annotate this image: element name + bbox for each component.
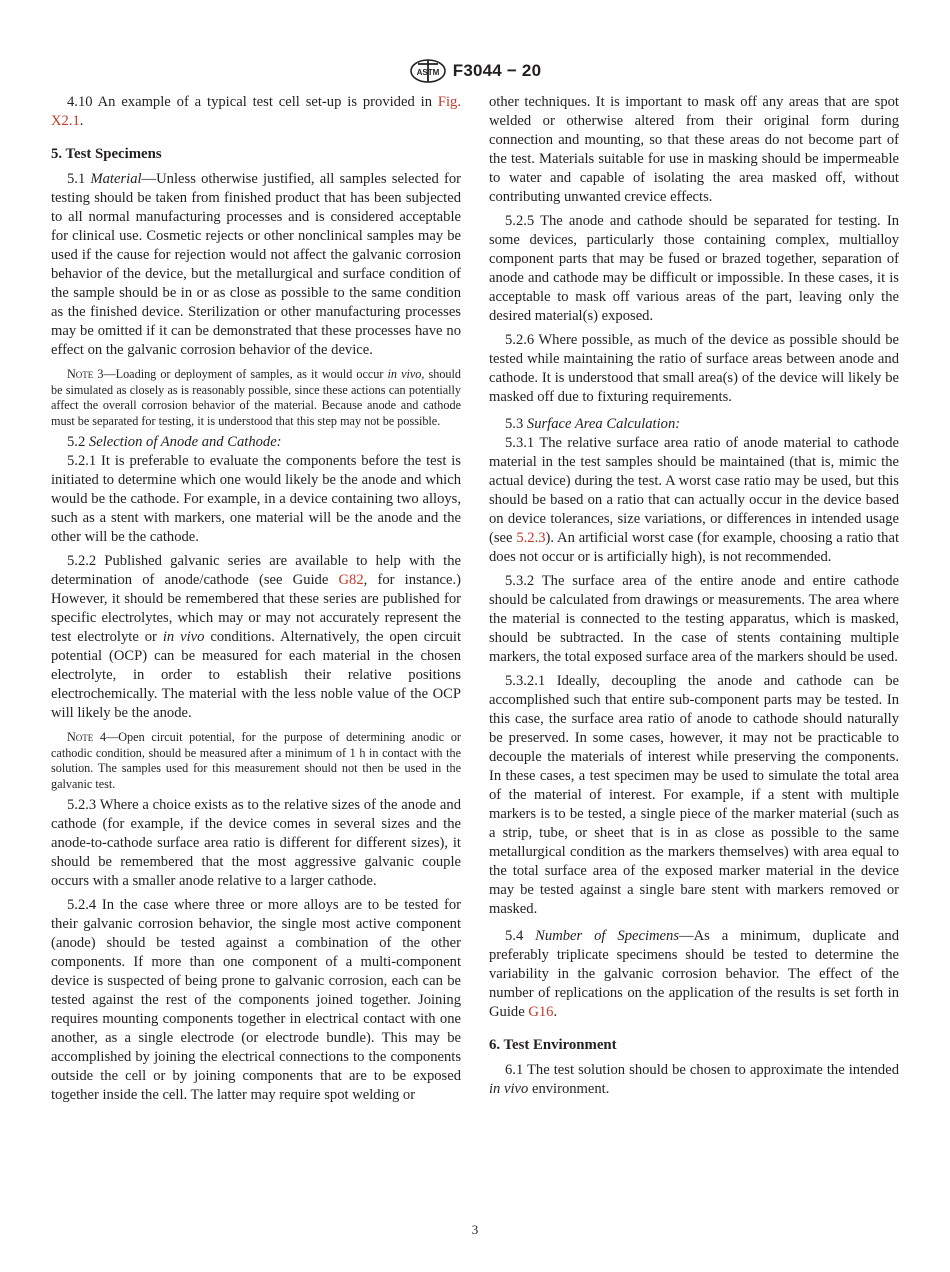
paragraph-5-2-3: 5.2.3 Where a choice exists as to the relative sizes of the anode and cathode (for example, if the device comes in several sizes and the anode-to-cathode surface area ratio is different for different sizes), it should be remembered that the most aggressive galvanic couple occurs with a smaller anode relative to a larger cathode. (51, 797, 461, 889)
paragraph-5-2-6: 5.2.6 Where possible, as much of the device as possible should be tested while maintaining the ratio of surface areas between anode and cathode. It is understood that small area(s) of the device will likely be masked off due to fixturing requirements. (489, 332, 899, 405)
note-3: Note 3—Loading or deployment of samples, as it would occur in vivo, should be simulated as closely as is reasonably possible, since these actions can potentially affect the overall corrosion behavior of the material. Because anode and cathode must be separated for testing, it is understood that this step may not be possible. (51, 367, 461, 428)
paragraph-5-2: 5.2 Selection of Anode and Cathode: (67, 434, 282, 450)
paragraph-5-4: 5.4 Number of Specimens—As a minimum, duplicate and preferably triplicate specimens should be tested to determine the variability in the galvanic corrosion behavior. The effect of the number of replications on the application of the results is set forth in Guide G16. (489, 928, 899, 1020)
page-header (0, 57, 950, 85)
paragraph-4-10: 4.10 An example of a typical test cell set-up is provided in Fig. X2.1. (51, 94, 462, 129)
paragraph-6-1: 6.1 The test solution should be chosen to approximate the intended in vivo environment. (489, 1062, 899, 1097)
section-6-heading: 6. Test Environment (489, 1037, 617, 1053)
paragraph-5-2-4: 5.2.4 In the case where three or more alloys are to be tested for their galvanic corrosion behavior, the single most active component (anode) should be tested against a combination of the other components. If more than one component of a multi-component device is suspected of being prone to galvanic corrosion, each can be tested against the rest of the components joined together. Joining requires mounting components together in electrical contact with one another, as a single electrode (or electrode bundle). This may be accomplished by joining the electrical connections to the components outside the cell or by joining components that are to be exposed together inside the cell. The latter may require spot welding or (51, 897, 461, 1103)
paragraph-5-3-1: 5.3.1 The relative surface area ratio of anode material to cathode material in the test samples should be maintained (that is, mimic the actual device) during the test. A worst case ratio may be used, but this should be based on a ratio that can actually occur in the device based on device tolerances, size variations, or differences in intended usage (see 5.2.3). An artificial worst case (for example, choosing a ratio that does not occur or is artificially high), is not recommended. (489, 435, 899, 565)
paragraph-5-2-5: 5.2.5 The anode and cathode should be separated for testing. In some devices, particularly those containing complex, multialloy component parts that may be fused or brazed together, separation of anode and cathode may be difficult or impossible. In these cases, it is acceptable to mask off various areas of the part, leaving only the desired material(s) exposed. (489, 213, 899, 324)
paragraph-5-2-2: 5.2.2 Published galvanic series are available to help with the determination of anode/cathode (see Guide G82, for instance.) However, it should be remembered that these series are published for specific electrolytes, which may or may not accurately represent the test electrolyte or in vivo conditions. Alternatively, the open circuit potential (OCP) can be measured for each material in the chosen electrolyte, in order to establish their relative positions electrochemically. The material with the less noble value of the OCP will likely be the anode. (51, 553, 461, 721)
fig-x2-1-link[interactable]: Fig. X2.1 (51, 94, 462, 129)
section-5-heading: 5. Test Specimens (51, 146, 162, 162)
svg-text:ASTM: ASTM (416, 68, 440, 77)
paragraph-5-2-4-continued: other techniques. It is important to mask off any areas that are spot welded or otherwise altered from their original form during connection and mounting, so that these areas do not become part of the test. Materials suitable for use in masking should be impermeable to water and capable of isolating the area masked off, without contributing unwanted crevice effects. (489, 94, 899, 205)
paragraph-5-3: 5.3 Surface Area Calculation: (505, 416, 681, 432)
section-5-2-3-link[interactable]: 5.2.3 (516, 530, 546, 546)
g16-link[interactable]: G16 (528, 1004, 554, 1020)
paragraph-5-1: 5.1 Material—Unless otherwise justified, all samples selected for testing should be taken from finished product that has been subjected to all normal manufacturing processes and is considered acceptable for clinical use. Cosmetic rejects or other nonclinical samples may be used if the cause for rejection would not affect the galvanic corrosion behavior of the device, but the metallurgical and surface condition of the sample should be in or as close as possible to the same condition as the finished device. Sterilization or other manufacturing processes may be omitted if it can be demonstrated that these processes have no effect on the galvanic corrosion behavior of the device. (51, 171, 462, 358)
page-number: 3 (471, 1222, 479, 1237)
paragraph-5-2-1: 5.2.1 It is preferable to evaluate the components before the test is initiated to determine which one would likely be the anode and which would be the cathode. For example, in a device containing two alloys, such as a stent with markers, one material will be the anode and the other will be the cathode. (51, 453, 461, 545)
g82-link[interactable]: G82 (338, 572, 364, 588)
document-id: F3044 − 20 (452, 61, 542, 80)
paragraph-5-3-2: 5.3.2 The surface area of the entire anode and entire cathode should be calculated from drawings or measurements. The area where the material is connected to the testing apparatus, which is masked, should be subtracted. In the case of stents containing multiple markers, the total exposed surface area of the markers should be used. (489, 573, 899, 665)
astm-logo-icon (409, 58, 447, 84)
note-4: Note 4—Open circuit potential, for the purpose of determining anodic or cathodic condition, should be measured after a minimum of 1 h in contact with the solution. The samples used for this measurement should not then be used in the galvanic test. (51, 730, 461, 791)
paragraph-5-3-2-1: 5.3.2.1 Ideally, decoupling the anode and cathode can be accomplished such that entire sub-component parts may be tested. In this case, the surface area ratio of anode to cathode should naturally be preserved. In some cases, however, it may not be practicable to decouple the materials of interest while preserving the components. In these cases, a test specimen may be used to simulate the total area of the material of interest. For example, if a stent with multiple markers is to be tested, a single piece of the marker material (such as a strip, tube, or sheet that is in as close as possible to the same metallurgical condition as the markers themselves) with area equal to the total surface area of the exposed marker material in the device may be tested against a single bare stent with markers removed or masked. (489, 673, 899, 917)
left-column (51, 93, 461, 1105)
right-column (489, 93, 899, 1099)
